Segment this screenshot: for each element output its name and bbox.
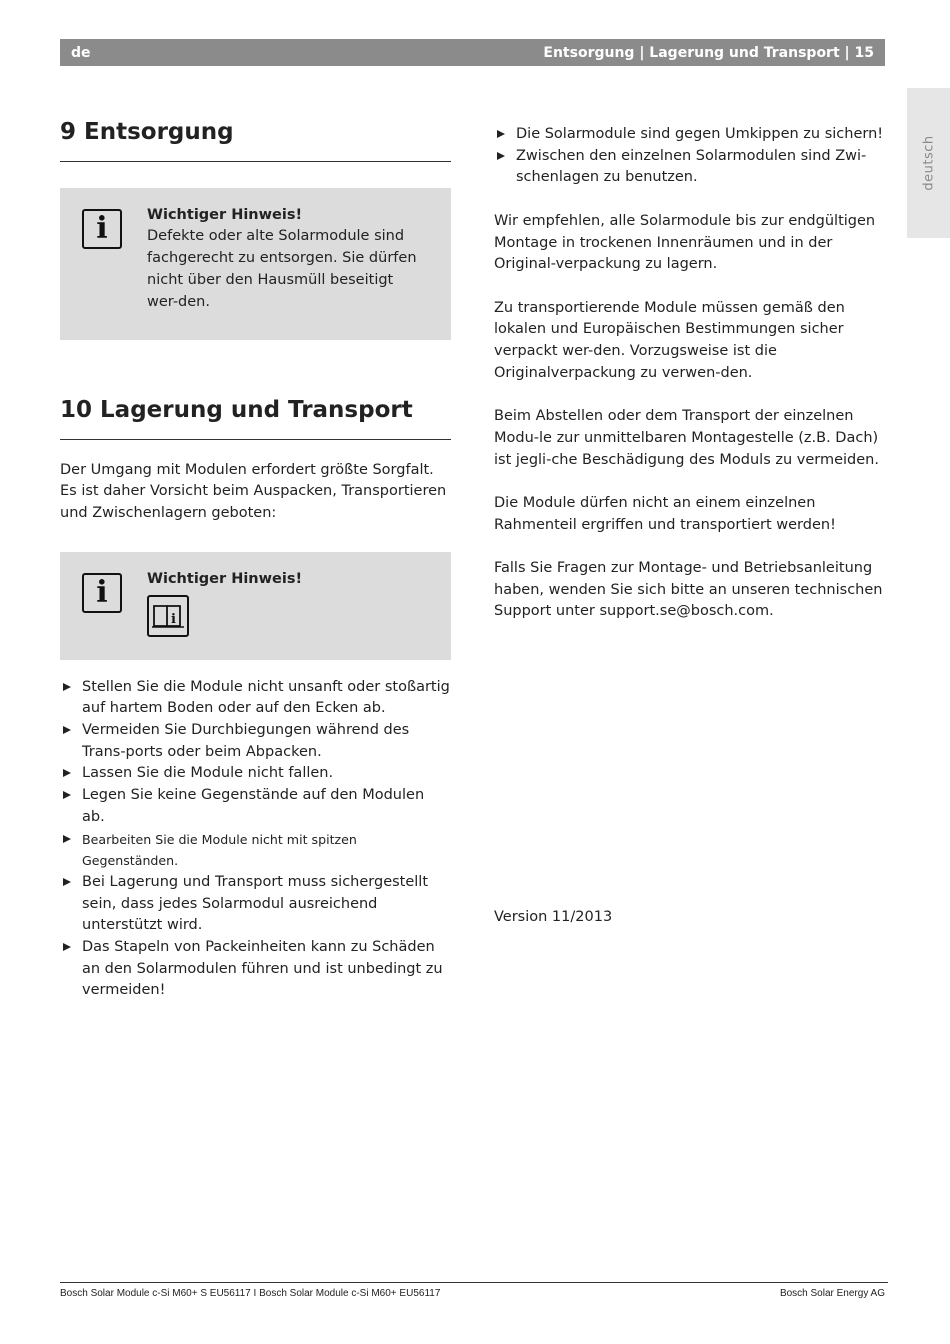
section-9-heading: 9 Entsorgung	[60, 118, 451, 162]
list-item: Bei Lagerung und Transport muss sichergestellt sein, dass jedes Solarmodul ausreichend unterstützt wird.	[60, 872, 451, 937]
svg-text:i: i	[171, 611, 176, 627]
list-item: Legen Sie keine Gegenstände auf den Modulen ab.	[60, 785, 451, 828]
note-title: Wichtiger Hinweis!	[147, 570, 303, 587]
note-body: Defekte oder alte Solarmodule sind fachgerecht zu entsorgen. Sie dürfen nicht über den Hausmüll beseitigt wer-den.	[147, 228, 417, 310]
info-icon: i	[82, 209, 122, 249]
disposal-note-box	[60, 188, 451, 340]
list-item: Vermeiden Sie Durchbiegungen während des Trans-ports oder beim Abpacken.	[60, 720, 451, 763]
list-item: Das Stapeln von Packeinheiten kann zu Schäden an den Solarmodulen führen und ist unbedingt zu vermeiden!	[60, 937, 451, 1002]
storage-note-text-block	[147, 569, 421, 591]
paragraph: Wir empfehlen, alle Solarmodule bis zur endgültigen Montage in trockenen Innenräumen und in der Original-verpackung zu lagern.	[494, 212, 876, 273]
paragraph: Zu transportierende Module müssen gemäß den lokalen und Europäischen Bestimmungen sicher verpackt wer-den. Vorzugsweise ist die Originalverpackung zu verwen-den.	[494, 299, 845, 381]
list-item: Die Solarmodule sind gegen Umkippen zu sichern!	[494, 124, 889, 146]
header-section-title: Entsorgung | Lagerung und Transport | 15	[543, 44, 874, 61]
paragraph: Die Module dürfen nicht an einem einzelnen Rahmenteil ergriffen und transportiert werden!	[494, 494, 836, 533]
transport-bullet-list	[494, 124, 889, 189]
list-item: Lassen Sie die Module nicht fallen.	[60, 763, 451, 785]
info-icon: i	[82, 573, 122, 613]
paragraph: Beim Abstellen oder dem Transport der einzelnen Modu-le zur unmittelbaren Montagestelle (z.B. Dach) ist jegli-che Beschädigung des Moduls zu vermeiden.	[494, 408, 879, 468]
storage-bullet-list	[60, 677, 451, 1003]
left-column	[60, 118, 451, 1002]
footer-company: Bosch Solar Energy AG	[779, 1288, 885, 1299]
footer-product-names: Bosch Solar Module c-Si M60+ S EU56117 I Bosch Solar Module c-Si M60+ EU56117	[60, 1288, 441, 1299]
storage-note-box	[60, 552, 451, 660]
list-item: Zwischen den einzelnen Solarmodulen sind Zwi-schenlagen zu benutzen.	[494, 146, 889, 189]
language-side-tab	[907, 88, 950, 238]
note-title: Wichtiger Hinweis!	[147, 206, 303, 223]
disposal-note-text-block	[147, 205, 421, 314]
side-tab-label: deutsch	[921, 135, 936, 191]
list-item: Bearbeiten Sie die Module nicht mit spitzen Gegenständen.	[60, 829, 451, 872]
manual-info-icon	[147, 595, 189, 637]
list-item: Stellen Sie die Module nicht unsanft oder stoßartig auf hartem Boden oder auf den Ecken ab.	[60, 677, 451, 720]
paragraph: Falls Sie Fragen zur Montage- und Betriebsanleitung haben, wenden Sie sich bitte an unseren technischen Support unter support.se@bosch.com.	[494, 559, 883, 620]
footer-divider	[60, 1282, 888, 1283]
section-10-intro: Der Umgang mit Modulen erfordert größte Sorgfalt. Es ist daher Vorsicht beim Auspacken, Transportieren und Zwischenlagern geboten:	[60, 461, 447, 521]
header-language: de	[71, 44, 91, 61]
section-10-heading: 10 Lagerung und Transport	[60, 396, 451, 440]
version-label: Version 11/2013	[494, 909, 613, 925]
right-column	[494, 124, 889, 645]
page-header-bar	[60, 39, 885, 66]
